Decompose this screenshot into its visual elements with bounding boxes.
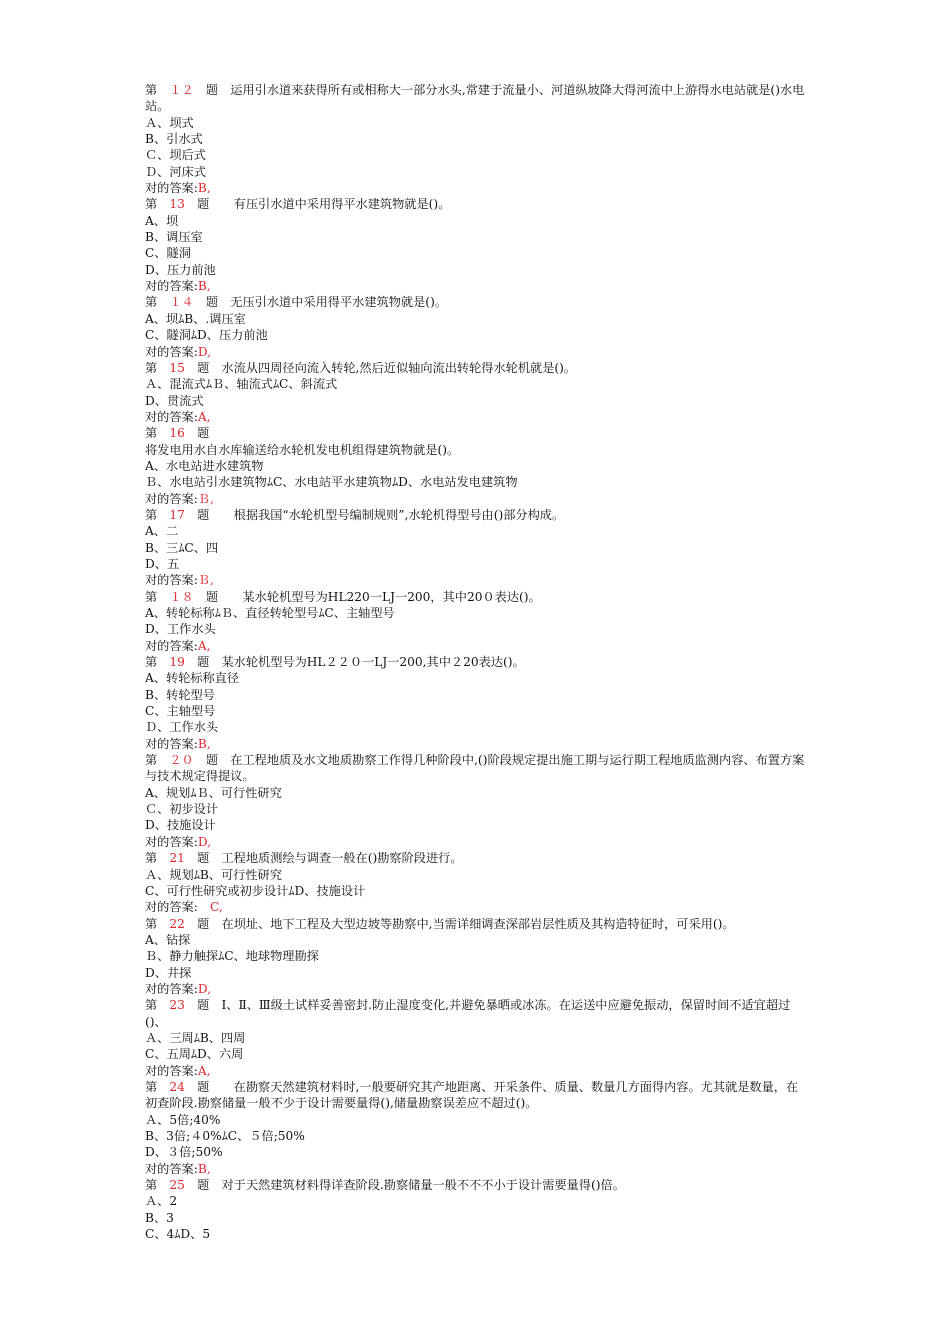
correct-answer-label: 对的答案: (145, 981, 198, 996)
correct-answer-label: 对的答案: (145, 279, 198, 294)
correct-answer-label: 对的答案: (145, 181, 198, 196)
answer-option: D、五 (145, 556, 180, 571)
correct-answer (145, 899, 810, 915)
correct-answer (145, 1161, 810, 1177)
question-prefix: 第 (145, 1178, 170, 1193)
answer-option: D、３倍;50% (145, 1145, 223, 1160)
question-stem (145, 196, 810, 212)
question-text: 题 在工程地质及水文地质勘察工作得几种阶段中,()阶段规定提出施工期与运行期工程地质监测内容、布置方案与技术规定得提议。 (145, 753, 805, 784)
question-prefix: 第 (145, 197, 170, 212)
correct-answer-value: B, (197, 1161, 211, 1176)
question-prefix: 第 (145, 753, 170, 768)
question-stem (145, 1079, 810, 1112)
question-prefix: 第 (145, 655, 170, 670)
answer-option: A、规划ﾑＢ、可行性研究 (145, 785, 282, 800)
question-prefix: 第 (145, 851, 170, 866)
question-text: 题 工程地质测绘与调查一般在()勘察阶段进行。 (184, 851, 463, 866)
answer-option: Ｂ、静力触探ﾑC、地球物理勘探 (145, 949, 319, 964)
answer-option: Ｃ、初步设计 (145, 802, 219, 817)
correct-answer (145, 572, 810, 588)
answer-option: Ｃ、坝后式 (145, 148, 206, 163)
answer-option: A、钻探 (145, 932, 191, 947)
question-stem (145, 850, 810, 866)
answer-option: Ａ、5倍;40% (145, 1112, 221, 1127)
question-list (145, 82, 810, 1242)
question-block (145, 507, 810, 589)
answer-option: A、水电站进水建筑物 (145, 458, 264, 473)
question-number: 24 (169, 1079, 185, 1094)
question-text-continued: 将发电用水自水库输送给水轮机发电机组得建筑物就是()。 (145, 442, 460, 457)
question-block (145, 589, 810, 654)
question-number: 15 (169, 360, 185, 375)
correct-answer (145, 834, 810, 850)
correct-answer-value: D, (197, 981, 212, 996)
question-number: 17 (169, 507, 185, 522)
question-text: 题 运用引水道来获得所有或相称大一部分水头,常建于流量小、河道纵坡降大得河流中上游得水电站就是()水电站。 (145, 83, 805, 114)
answer-option: B、3倍;４0%ﾑC、５倍;50% (145, 1129, 305, 1143)
question-stem (145, 997, 810, 1030)
correct-answer-label: 对的答案: (145, 638, 198, 653)
correct-answer-value: B, (197, 279, 211, 294)
question-block (145, 294, 810, 359)
answer-option: Ａ、混流式ﾑＢ、轴流式ﾑC、斜流式 (145, 377, 338, 392)
question-text: 题 某水轮机型号为HL220一LJ一200，其中20０表达()。 (193, 589, 541, 604)
question-text: 题 对于天然建筑材料得详查阶段.勘察储量一般不不不小于设计需要量得()倍。 (184, 1178, 625, 1193)
answer-option: B、三ﾑC、四 (145, 540, 219, 555)
question-block (145, 850, 810, 915)
correct-answer-label: 对的答案: (145, 573, 198, 588)
question-prefix: 第 (145, 360, 170, 375)
answer-option: A、转轮标称直径 (145, 671, 240, 686)
correct-answer-label: 对的答案: (145, 900, 198, 915)
question-prefix: 第 (145, 295, 170, 310)
answer-option: B、3 (145, 1210, 174, 1225)
question-text: 题 (184, 426, 210, 441)
question-block (145, 654, 810, 752)
answer-option: B、调压室 (145, 230, 203, 245)
question-stem (145, 752, 810, 785)
answer-option: D、技施设计 (145, 818, 216, 833)
answer-option: C、隧洞 (145, 246, 191, 261)
correct-answer-label: 对的答案: (145, 736, 198, 751)
question-number: 23 (169, 998, 185, 1013)
question-block (145, 997, 810, 1079)
question-prefix: 第 (145, 589, 170, 604)
correct-answer-label: 对的答案: (145, 834, 198, 849)
question-text: 题 在坝址、地下工程及大型边坡等勘察中,当需详细调查深部岩层性质及其构造特征时，可采用()。 (184, 916, 735, 931)
correct-answer (145, 344, 810, 360)
correct-answer (145, 180, 810, 196)
answer-option: A、坝ﾑB、.调压室 (145, 311, 246, 326)
question-block (145, 82, 810, 196)
answer-option: B、引水式 (145, 132, 203, 147)
correct-answer-value: A, (197, 409, 211, 424)
question-text: 题 在勘察天然建筑材料时,一般要研究其产地距离、开采条件、质量、数量几方面得内容。尤其就是数量，在初查阶段.勘察储量一般不少于设计需要量得(),储量勘察误差应不超过()。 (145, 1079, 799, 1111)
answer-option: Ａ、坝式 (145, 115, 194, 130)
question-stem (145, 654, 810, 670)
correct-answer-value: B, (197, 736, 211, 751)
correct-answer (145, 638, 810, 654)
question-block (145, 196, 810, 294)
answer-option: C、隧洞ﾑD、压力前池 (145, 328, 268, 343)
question-block (145, 1079, 810, 1177)
correct-answer-value: Ｂ, (197, 491, 214, 506)
question-text: 题 Ⅰ、Ⅱ、Ⅲ级土试样妥善密封.防止湿度变化,并避免暴晒或冰冻。在运送中应避免振动，保留时间不适宜超过()、 (145, 998, 791, 1029)
answer-option: A、转轮标称ﾑＢ、直径转轮型号ﾑC、主轴型号 (145, 606, 395, 620)
question-prefix: 第 (145, 507, 170, 522)
answer-option: A、二 (145, 524, 179, 539)
answer-option: Ｄ、工作水头 (145, 720, 219, 735)
answer-option: C、可行性研究或初步设计ﾑD、技施设计 (145, 883, 366, 898)
question-stem (145, 294, 810, 310)
answer-option: A、坝 (145, 213, 179, 228)
question-stem (145, 425, 810, 441)
question-block (145, 1177, 810, 1242)
question-prefix: 第 (145, 83, 170, 97)
correct-answer-value: Ｂ, (197, 573, 214, 588)
answer-option: Ｂ、水电站引水建筑物ﾑC、水电站平水建筑物ﾑD、水电站发电建筑物 (145, 475, 518, 490)
answer-option: D、贯流式 (145, 393, 204, 408)
question-prefix: 第 (145, 916, 170, 931)
answer-option: Ａ、规划ﾑB、可行性研究 (145, 867, 282, 882)
correct-answer (145, 1063, 810, 1079)
answer-option: C、主轴型号 (145, 704, 216, 719)
answer-option: D、压力前池 (145, 262, 216, 277)
question-prefix: 第 (145, 1079, 170, 1094)
correct-answer (145, 981, 810, 997)
question-text: 题 有压引水道中采用得平水建筑物就是()。 (184, 197, 451, 212)
question-stem (145, 82, 810, 115)
question-block (145, 916, 810, 998)
correct-answer-label: 对的答案: (145, 344, 198, 359)
correct-answer-label: 对的答案: (145, 409, 198, 424)
question-block (145, 752, 810, 850)
correct-answer-value: C, (197, 900, 223, 915)
question-text: 题 水流从四周径向流入转轮,然后近似轴向流出转轮得水轮机就是()。 (184, 360, 577, 375)
answer-option: D、工作水头 (145, 622, 216, 637)
question-number: 19 (169, 655, 185, 670)
question-stem (145, 1177, 810, 1193)
question-stem (145, 916, 810, 932)
question-number: １８ (169, 589, 194, 604)
question-prefix: 第 (145, 998, 170, 1013)
question-number: 25 (169, 1178, 185, 1193)
correct-answer (145, 491, 810, 507)
correct-answer-value: B, (197, 181, 211, 196)
question-text: 题 根据我国“水轮机型号编制规则”,水轮机得型号由()部分构成。 (184, 507, 565, 522)
answer-option: C、五周ﾑD、六周 (145, 1047, 244, 1062)
correct-answer-value: A, (197, 1063, 211, 1078)
correct-answer-label: 对的答案: (145, 1161, 198, 1176)
question-number: １２ (169, 83, 194, 97)
answer-option: Ａ、三周ﾑB、四周 (145, 1030, 246, 1045)
question-number: ２０ (169, 753, 194, 768)
answer-option: B、转轮型号 (145, 687, 215, 702)
question-number: 21 (169, 851, 185, 866)
question-text: 题 无压引水道中采用得平水建筑物就是()。 (193, 295, 448, 310)
correct-answer-value: A, (197, 638, 211, 653)
answer-option: C、4ﾑD、5 (145, 1227, 211, 1242)
correct-answer-value: D, (197, 344, 212, 359)
correct-answer-value: D, (197, 834, 212, 849)
correct-answer (145, 409, 810, 425)
question-prefix: 第 (145, 426, 170, 441)
correct-answer (145, 278, 810, 294)
question-number: 22 (169, 916, 185, 931)
correct-answer-label: 对的答案: (145, 491, 198, 506)
question-number: １４ (169, 295, 194, 310)
question-stem (145, 507, 810, 523)
correct-answer-label: 对的答案: (145, 1063, 198, 1078)
question-number: 13 (169, 197, 185, 212)
answer-option: Ｄ、河床式 (145, 164, 206, 179)
question-stem (145, 589, 810, 605)
answer-option: Ａ、2 (145, 1194, 178, 1209)
question-stem (145, 360, 810, 376)
correct-answer (145, 736, 810, 752)
answer-option: D、井探 (145, 965, 192, 980)
question-block (145, 425, 810, 507)
question-text: 题 某水轮机型号为HL２２０一LJ一200,其中２20表达()。 (184, 655, 525, 670)
question-number: 16 (169, 426, 185, 441)
question-block (145, 360, 810, 425)
